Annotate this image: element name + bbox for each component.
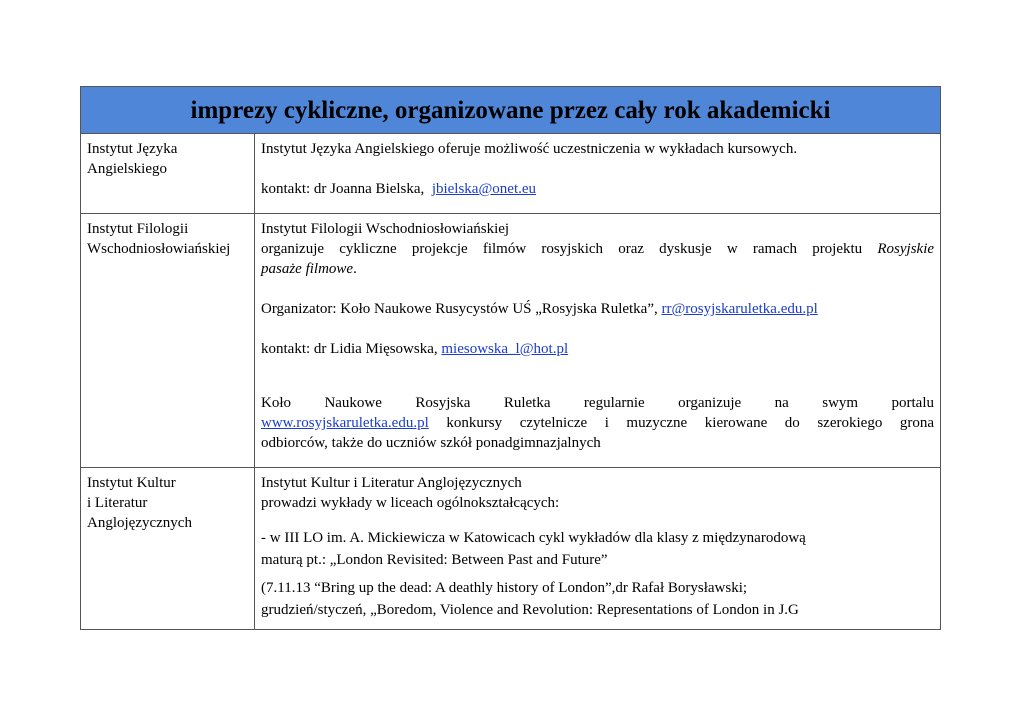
table-row — [81, 214, 941, 468]
contact-label: kontakt: dr Lidia Mięsowska, — [261, 341, 438, 357]
institute-name-line: Instytut Filologii — [87, 221, 189, 237]
lecture-item: - w III LO im. A. Mickiewicza w Katowicach cykl wykładów dla klasy z międzynarodową — [261, 530, 806, 546]
description-text: prowadzi wykłady w liceach ogólnokształcących: — [261, 495, 560, 511]
description-cell — [255, 468, 941, 630]
project-name-part: Rosyjskie — [877, 241, 935, 257]
contact-email-link[interactable]: jbielska@onet.eu — [431, 181, 537, 197]
club-text-part: konkursy czytelnicze i muzyczne kierowane do szerokiego grona — [446, 415, 935, 431]
lecture-detail: (7.11.13 “Bring up the dead: A deathly history of London”,dr Rafał Borysławski; — [261, 580, 748, 596]
club-text — [261, 413, 934, 433]
organizer-email-link[interactable]: rr@rosyjskaruletka.edu.pl — [661, 301, 818, 317]
table-row — [81, 134, 941, 214]
lecture-item: maturą pt.: „London Revisited: Between Past and Future” — [261, 552, 608, 568]
institute-cell — [81, 214, 255, 468]
institute-heading: Instytut Filologii Wschodniosłowiańskiej — [261, 221, 510, 237]
institute-name-line: Wschodniosłowiańskiej — [87, 241, 231, 257]
institute-cell — [81, 468, 255, 630]
contact-email-link[interactable]: miesowska_l@hot.pl — [441, 341, 569, 357]
organizer-line — [261, 299, 934, 319]
institute-name-line: Instytut Języka — [87, 141, 178, 157]
description-text-end — [261, 259, 934, 279]
project-name-part: pasaże filmowe — [261, 261, 354, 277]
club-text: Koło Naukowe Rosyjska Ruletka regularnie organizuje na swym portalu — [261, 395, 935, 411]
contact-line — [261, 179, 934, 199]
institute-heading: Instytut Kultur i Literatur Anglojęzycznych — [261, 475, 522, 491]
lecture-detail: grudzień/styczeń, „Boredom, Violence and Revolution: Representations of London in J.G — [261, 602, 799, 618]
portal-link[interactable]: www.rosyjskaruletka.edu.pl — [261, 415, 429, 431]
institute-name-line: Instytut Kultur — [87, 475, 176, 491]
contact-line — [261, 339, 934, 359]
table-header — [81, 87, 941, 134]
description-text — [261, 239, 934, 259]
description-text: Instytut Języka Angielskiego oferuje możliwość uczestniczenia w wykładach kursowych. — [261, 141, 798, 157]
description-text-part: organizuje cykliczne projekcje filmów rosyjskich oraz dyskusje w ramach projektu — [261, 241, 863, 257]
description-cell — [255, 134, 941, 214]
institute-name-line: Angielskiego — [87, 161, 167, 177]
institute-name-line: i Literatur — [87, 495, 148, 511]
contact-label: kontakt: dr Joanna Bielska, — [261, 181, 425, 197]
organizer-label: Organizator: Koło Naukowe Rusycystów UŚ „Rosyjska Ruletka”, — [261, 301, 658, 317]
table-title: imprezy cykliczne, organizowane przez cały rok akademicki — [190, 97, 831, 124]
events-table — [80, 86, 941, 630]
description-cell — [255, 214, 941, 468]
institute-name-line: Anglojęzycznych — [87, 515, 192, 531]
table-row — [81, 468, 941, 630]
club-text: odbiorców, także do uczniów szkół ponadgimnazjalnych — [261, 435, 601, 451]
institute-cell — [81, 134, 255, 214]
period: . — [353, 261, 357, 277]
